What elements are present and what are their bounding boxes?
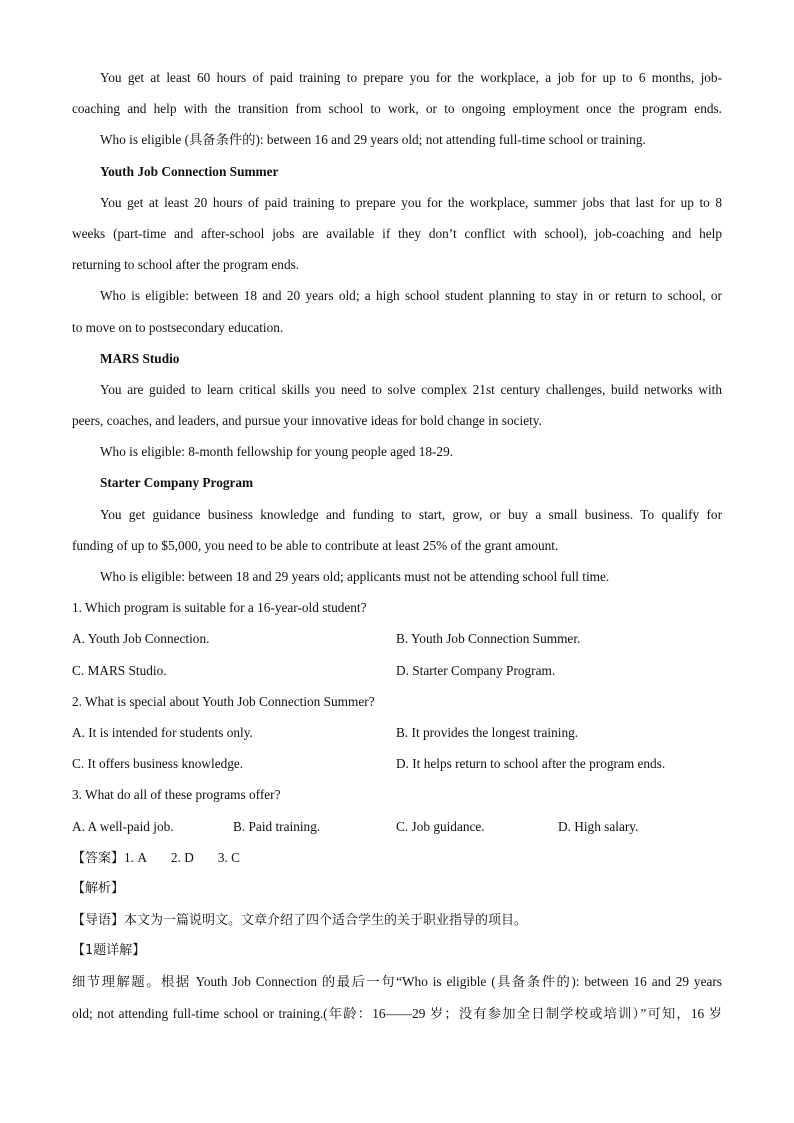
passage-paragraph-3-line-2: peers, coaches, and leaders, and pursue your innovative ideas for bold change in society. [72, 413, 542, 429]
passage-paragraph-2-line-3: returning to school after the program ends. [72, 257, 300, 273]
question-2-option-b: B. It provides the longest training. [396, 724, 579, 740]
eligibility-summer-line-1: Who is eligible: between 18 and 20 years old; a high school student planning to stay in or return to school, or [100, 288, 722, 304]
question-1-stem: 1. Which program is suitable for a 16-year-old student? [72, 600, 367, 616]
question-3-option-b: B. Paid training. [233, 818, 321, 834]
document-page [72, 62, 722, 1029]
eligibility-mars-studio: Who is eligible: 8-month fellowship for young people aged 18-29. [100, 444, 454, 460]
answer-tag: 【答案】 [72, 850, 125, 866]
passage-paragraph-1-line-2: coaching and help with the transition from school to work, or to ongoing employment once the program ends. [72, 101, 722, 117]
question-1-option-a: A. Youth Job Connection. [72, 631, 210, 647]
detail-1-tag: 【1题详解】 [72, 943, 146, 959]
question-3-options-row [72, 811, 722, 842]
guide-text: 本文为一篇说明文。文章介绍了四个适合学生的关于职业指导的项目。 [124, 913, 528, 929]
guide-tag: 【导语】 [72, 913, 125, 929]
eligibility-youth-job-connection: Who is eligible (具备条件的): between 16 and 29 years old; not attending full-time school or training. [100, 132, 646, 148]
question-1-option-b: B. Youth Job Connection Summer. [396, 631, 581, 647]
guide-line [72, 904, 722, 935]
eligibility-starter-company: Who is eligible: between 18 and 29 years old; applicants must not be attending school full time. [100, 569, 610, 584]
passage-paragraph-2-line-2: weeks (part-time and after-school jobs are available if they don’t conflict with school), job-coaching and help [72, 225, 722, 241]
question-1-options-row-1 [72, 623, 722, 654]
question-3-stem: 3. What do all of these programs offer? [72, 787, 281, 803]
answer-3: 3. C [217, 849, 240, 865]
question-3-option-d: D. High salary. [558, 818, 639, 834]
question-1-option-c: C. MARS Studio. [72, 662, 167, 678]
answer-2: 2. D [170, 849, 194, 865]
question-1-option-d: D. Starter Company Program. [396, 662, 556, 678]
passage-paragraph-1-line-1: You get at least 60 hours of paid training to prepare you for the workplace, a job for up to 6 months, job- [100, 70, 722, 85]
passage-paragraph-4-line-2: funding of up to $5,000, you need to be able to contribute at least 25% of the grant amount. [72, 537, 559, 553]
detail-1-line-1: 细节理解题。根据 Youth Job Connection 的最后一句“Who is eligible (具备条件的): between 16 and 29 years [72, 974, 722, 990]
question-2-option-a: A. It is intended for students only. [72, 724, 253, 740]
heading-youth-job-connection-summer: Youth Job Connection Summer [100, 163, 279, 179]
question-3-option-a: A. A well-paid job. [72, 818, 174, 834]
passage-paragraph-4-line-1: You get guidance business knowledge and funding to start, grow, or buy a small business. To qualify for [100, 506, 722, 522]
heading-mars-studio: MARS Studio [100, 350, 180, 366]
question-2-option-c: C. It offers business knowledge. [72, 756, 244, 772]
question-2-options-row-1 [72, 717, 722, 748]
passage-paragraph-3-line-1: You are guided to learn critical skills you need to solve complex 21st century challenges, build networks with [100, 381, 722, 397]
question-2-options-row-2 [72, 748, 722, 779]
answer-1: 1. A [124, 849, 147, 865]
passage-paragraph-2-line-1: You get at least 20 hours of paid training to prepare you for the workplace, summer jobs that last for up to 8 [100, 194, 722, 210]
eligibility-summer-line-2: to move on to postsecondary education. [72, 319, 284, 335]
answer-line [72, 842, 722, 873]
detail-1-line-2: old; not attending full-time school or training.(年龄：16——29 岁；没有参加全日制学校或培训）”可知，16 岁 [72, 1005, 722, 1021]
question-3-option-c: C. Job guidance. [396, 818, 485, 834]
question-2-option-d: D. It helps return to school after the program ends. [396, 756, 666, 772]
question-1-options-row-2 [72, 655, 722, 686]
question-2-stem: 2. What is special about Youth Job Connection Summer? [72, 693, 375, 709]
analysis-tag: 【解析】 [72, 880, 125, 896]
heading-starter-company-program: Starter Company Program [100, 475, 254, 491]
